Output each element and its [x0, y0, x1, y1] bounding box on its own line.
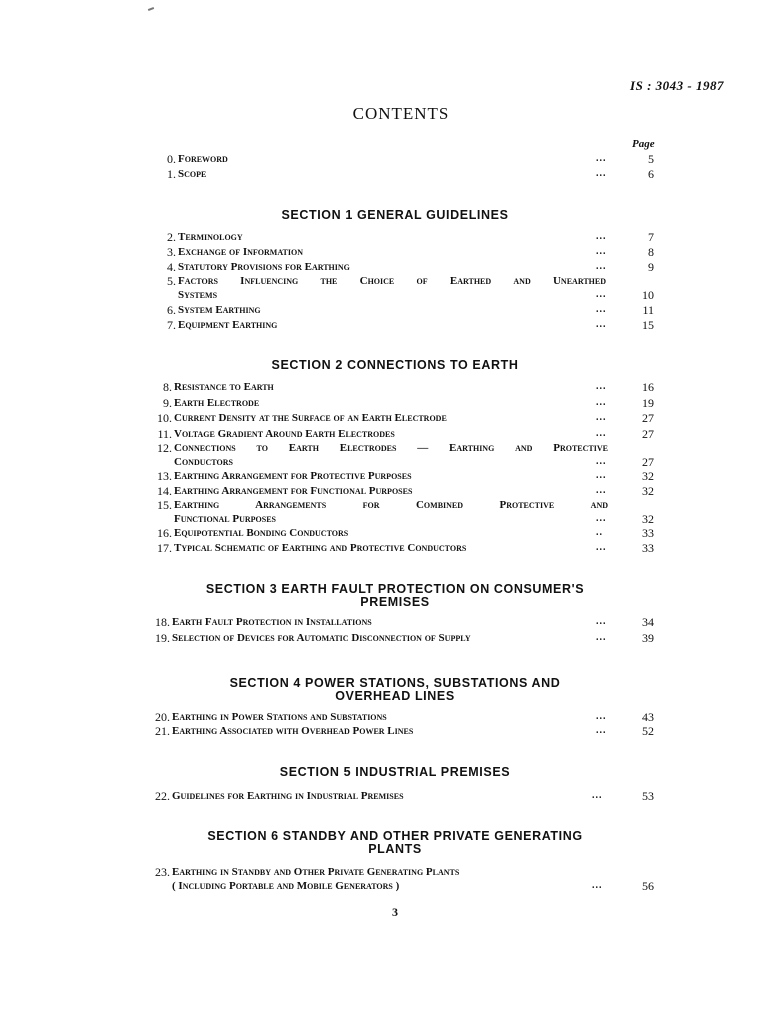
- section-heading-line: SECTION 4 POWER STATIONS, SUBSTATIONS AND: [229, 676, 561, 690]
- entry-title: Connections to Earth Electrodes — Earthing and Protective: [174, 442, 608, 454]
- entry-title: Selection of Devices for Automatic Disconnection of Supply: [172, 632, 471, 644]
- leader-dots: ...: [596, 261, 607, 272]
- leader-dots: ...: [596, 725, 607, 736]
- leader-dots: ..: [596, 527, 603, 538]
- entry-title: Earth Fault Protection in Installations: [172, 616, 372, 628]
- section-heading: [150, 583, 640, 609]
- entry-number: 17.: [157, 541, 172, 555]
- entry-page: 11: [642, 303, 654, 317]
- entry-page: 6: [648, 167, 654, 181]
- entry-page: 27: [642, 411, 654, 425]
- entry-number: 1.: [167, 167, 176, 181]
- standard-number: IS : 3043 - 1987: [630, 78, 724, 93]
- section-heading-line: PREMISES: [360, 595, 430, 609]
- entry-title: System Earthing: [178, 304, 261, 316]
- entry-number: 2.: [167, 230, 176, 244]
- section-heading-line: SECTION 1 GENERAL GUIDELINES: [281, 208, 509, 222]
- section-heading: [150, 830, 640, 856]
- entry-title-continued: Functional Purposes: [174, 513, 276, 525]
- entry-title: Equipotential Bonding Conductors: [174, 527, 349, 539]
- scan-mark: [148, 7, 154, 11]
- entry-page: 39: [642, 631, 654, 645]
- entry-page: 27: [642, 427, 654, 441]
- leader-dots: ...: [596, 304, 607, 315]
- toc-entry[interactable]: [150, 274, 660, 304]
- entry-page: 9: [648, 260, 654, 274]
- entry-title: Earthing in Standby and Other Private Generating Plants: [172, 866, 460, 878]
- entry-number: 22.: [155, 789, 170, 803]
- entry-title: Earth Electrode: [174, 397, 260, 409]
- entry-title: Resistance to Earth: [174, 381, 274, 393]
- entry-page: 5: [648, 152, 654, 166]
- leader-dots: ...: [596, 711, 607, 722]
- page-number: 3: [392, 905, 398, 919]
- entry-number: 13.: [157, 469, 172, 483]
- leader-dots: ...: [596, 231, 607, 242]
- entry-page: 33: [642, 526, 654, 540]
- entry-page: 15: [642, 318, 654, 332]
- entry-page: 52: [642, 724, 654, 738]
- entry-page: 32: [642, 484, 654, 498]
- entry-number: 21.: [155, 724, 170, 738]
- leader-dots: ...: [596, 542, 607, 553]
- leader-dots: ...: [592, 880, 603, 891]
- leader-dots: ...: [596, 381, 607, 392]
- entry-title-continued: ( Including Portable and Mobile Generators ): [172, 880, 400, 892]
- entry-page: 32: [642, 512, 654, 526]
- entry-title: Exchange of Information: [178, 246, 303, 258]
- entry-title: Guidelines for Earthing in Industrial Premises: [172, 790, 404, 802]
- leader-dots: ...: [596, 513, 607, 524]
- entry-number: 3.: [167, 245, 176, 259]
- entry-title: Terminology: [178, 231, 243, 243]
- section-heading-line: SECTION 2 CONNECTIONS TO EARTH: [271, 358, 519, 372]
- entry-number: 23.: [155, 865, 170, 879]
- entry-title: Earthing Associated with Overhead Power Lines: [172, 725, 414, 737]
- entry-page: 27: [642, 455, 654, 469]
- section-heading: [150, 209, 640, 222]
- leader-dots: ...: [596, 289, 607, 300]
- leader-dots: ...: [596, 470, 607, 481]
- entry-page: 19: [642, 396, 654, 410]
- entry-number: 11.: [157, 427, 172, 441]
- leader-dots: ...: [596, 428, 607, 439]
- entry-number: 15.: [157, 498, 172, 512]
- entry-title: Scope: [178, 168, 207, 180]
- entry-title-continued: Systems: [178, 289, 218, 301]
- entry-title: Earthing in Power Stations and Substations: [172, 711, 387, 723]
- section-heading-line: OVERHEAD LINES: [335, 689, 455, 703]
- entry-page: 33: [642, 541, 654, 555]
- page-column-label: Page: [632, 138, 655, 150]
- entry-number: 0.: [167, 152, 176, 166]
- entry-number: 8.: [163, 380, 172, 394]
- entry-page: 7: [648, 230, 654, 244]
- leader-dots: ...: [596, 632, 607, 643]
- entry-number: 16.: [157, 526, 172, 540]
- leader-dots: ...: [596, 246, 607, 257]
- section-heading-line: SECTION 5 INDUSTRIAL PREMISES: [279, 765, 511, 779]
- section-heading-line: SECTION 3 EARTH FAULT PROTECTION ON CONSUMER'S: [205, 582, 585, 596]
- leader-dots: ...: [596, 153, 607, 164]
- entry-title: Earthing Arrangement for Protective Purposes: [174, 470, 412, 482]
- leader-dots: ...: [596, 485, 607, 496]
- entry-title: Equipment Earthing: [178, 319, 278, 331]
- entry-page: 56: [642, 879, 654, 893]
- toc-entry[interactable]: [144, 865, 660, 895]
- entry-page: 32: [642, 469, 654, 483]
- entry-number: 19.: [155, 631, 170, 645]
- section-heading: [150, 677, 640, 703]
- entry-title: Factors Influencing the Choice of Earthed and Unearthed: [178, 275, 606, 287]
- toc-entry[interactable]: [146, 441, 660, 471]
- section-heading-line: PLANTS: [368, 842, 422, 856]
- entry-title: Statutory Provisions for Earthing: [178, 261, 350, 273]
- section-heading-line: SECTION 6 STANDBY AND OTHER PRIVATE GENERATING: [207, 829, 583, 843]
- entry-title: Earthing Arrangement for Functional Purposes: [174, 485, 413, 497]
- entry-title: Current Density at the Surface of an Earth Electrode: [174, 412, 447, 424]
- entry-page: 34: [642, 615, 654, 629]
- leader-dots: ...: [596, 616, 607, 627]
- entry-title: Voltage Gradient Around Earth Electrodes: [174, 428, 395, 440]
- leader-dots: ...: [596, 168, 607, 179]
- entry-page: 8: [648, 245, 654, 259]
- leader-dots: ...: [592, 790, 603, 801]
- entry-number: 12.: [157, 441, 172, 455]
- leader-dots: ...: [596, 456, 607, 467]
- entry-number: 20.: [155, 710, 170, 724]
- entry-title: Foreword: [178, 153, 228, 165]
- leader-dots: ...: [596, 319, 607, 330]
- page-title: CONTENTS: [352, 104, 450, 123]
- leader-dots: ...: [596, 412, 607, 423]
- section-heading: [150, 766, 640, 779]
- entry-number: 14.: [157, 484, 172, 498]
- entry-number: 7.: [167, 318, 176, 332]
- entry-page: 53: [642, 789, 654, 803]
- entry-number: 18.: [155, 615, 170, 629]
- entry-page: 16: [642, 380, 654, 394]
- entry-number: 9.: [163, 396, 172, 410]
- entry-title-continued: Conductors: [174, 456, 233, 468]
- entry-title: Earthing Arrangements for Combined Protective and: [174, 499, 608, 511]
- entry-page: 43: [642, 710, 654, 724]
- entry-title: Typical Schematic of Earthing and Protective Conductors: [174, 542, 467, 554]
- toc-entry[interactable]: [146, 498, 660, 528]
- leader-dots: ...: [596, 397, 607, 408]
- section-heading: [150, 359, 640, 372]
- entry-page: 10: [642, 288, 654, 302]
- entry-number: 10.: [157, 411, 172, 425]
- entry-number: 4.: [167, 260, 176, 274]
- entry-number: 6.: [167, 303, 176, 317]
- entry-number: 5.: [167, 274, 176, 288]
